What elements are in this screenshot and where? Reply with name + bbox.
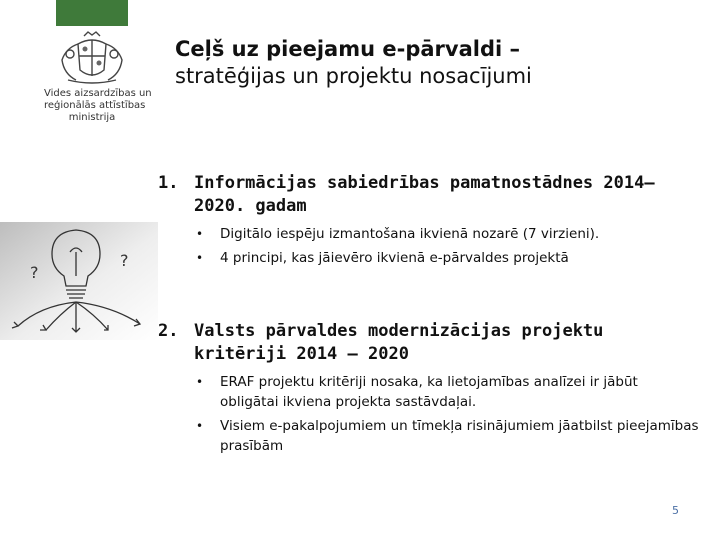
header-accent-bar xyxy=(56,0,128,26)
bullet-text: Digitālo iespēju izmantošana ikvienā nozarē (7 virzieni). xyxy=(220,226,600,242)
section-number: 2. xyxy=(158,321,179,341)
bullet-text: ERAF projektu kritēriji nosaka, ka lietojamības analīzei ir jābūt obligātai ikviena projekta sastāvdaļai. xyxy=(220,374,638,410)
ministry-name-line: Vides aizsardzības un xyxy=(44,88,152,99)
ministry-name xyxy=(44,88,152,124)
ministry-name-line: ministrija xyxy=(68,112,116,123)
bullet-text: Visiem e-pakalpojumiem un tīmekļa risinājumiem jāatbilst pieejamības prasībām xyxy=(220,418,699,454)
bullet-item xyxy=(196,248,704,268)
bullet-icon: • xyxy=(196,419,204,433)
bullet-icon: • xyxy=(196,375,204,389)
page-number: 5 xyxy=(672,504,679,517)
bullet-list xyxy=(196,224,704,268)
bullet-list xyxy=(196,372,704,456)
bullet-item xyxy=(196,372,704,412)
bullet-icon: • xyxy=(196,251,204,265)
bullet-icon: • xyxy=(196,227,204,241)
bullet-text: 4 principi, kas jāievēro ikvienā e-pārvaldes projektā xyxy=(220,250,569,266)
ministry-name-line: reģionālās attīstības xyxy=(44,100,146,111)
slide-title-line1: Ceļš uz pieejamu e-pārvaldi – xyxy=(175,37,520,61)
section-title: Informācijas sabiedrības pamatnostādnes 2014– 2020. gadam xyxy=(194,173,655,216)
lightbulb-illustration xyxy=(0,222,158,340)
section-2 xyxy=(158,320,704,460)
bullet-item xyxy=(196,224,704,244)
section-1 xyxy=(158,172,704,272)
bullet-item xyxy=(196,416,704,456)
section-title: Valsts pārvaldes modernizācijas projektu kritēriji 2014 – 2020 xyxy=(194,321,604,364)
svg-text:?: ? xyxy=(120,251,129,270)
slide-title-line2: stratēģijas un projektu nosacījumi xyxy=(175,64,532,88)
ministry-logo xyxy=(44,30,152,124)
svg-text:?: ? xyxy=(30,263,39,282)
coat-of-arms-icon xyxy=(54,30,130,86)
section-number: 1. xyxy=(158,173,179,193)
slide-title xyxy=(175,36,532,90)
